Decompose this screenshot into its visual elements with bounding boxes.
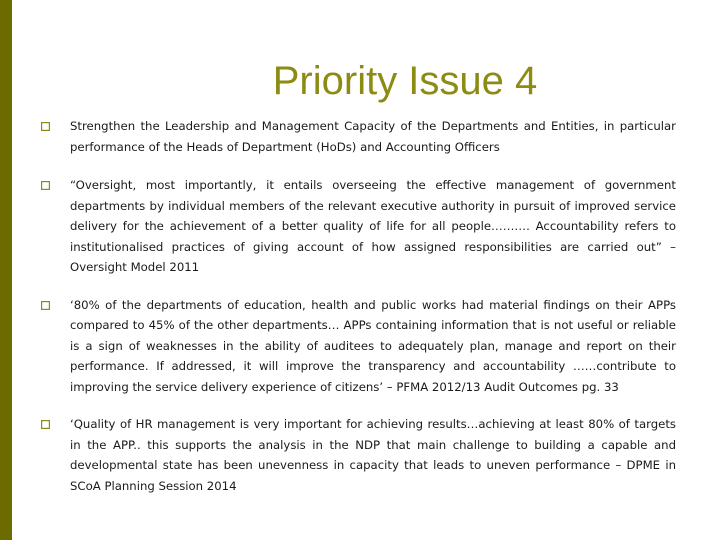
bullet-text: “Oversight, most importantly, it entails overseeing the effective management of government departments by individual members of the relevant executive authority in pursuit of improved service delivery for the achievement of a better quality of life for all people………. Accountability refers to institutionalised practices of giving account of how assigned responsibilities are carried out” – Oversight Model 2011 — [70, 178, 676, 274]
bullet-item — [40, 175, 676, 278]
bullet-text: ‘Quality of HR management is very important for achieving results…achieving at least 80% of targets in the APP.. this supports the analysis in the NDP that main challenge to building a capable and developmental state has been unevenness in capacity that leads to uneven performance – DPME in SCoA Planning Session 2014 — [70, 417, 676, 493]
bullet-item — [40, 414, 676, 496]
bullet-text: ‘80% of the departments of education, health and public works had material findings on their APPs compared to 45% of the other departments… APPs containing information that is not useful or reliable is a sign of weaknesses in the ability of auditees to adequately plan, manage and report on their performance. If addressed, it will improve the transparency and accountability ……contribute to improving the service delivery experience of citizens’ – PFMA 2012/13 Audit Outcomes pg. 33 — [70, 297, 676, 394]
bullet-item — [40, 295, 676, 398]
bullet-item — [40, 116, 676, 157]
slide-title: Priority Issue 4 — [272, 59, 538, 103]
square-bullet-icon — [41, 122, 50, 131]
bullet-list — [40, 116, 676, 496]
bullet-text: Strengthen the Leadership and Management Capacity of the Departments and Entities, in particular performance of the Heads of Department (HoDs) and Accounting Officers — [70, 119, 676, 154]
left-accent-bar — [0, 0, 12, 540]
square-bullet-icon — [41, 301, 50, 310]
square-bullet-icon — [41, 420, 50, 429]
square-bullet-icon — [41, 181, 50, 190]
